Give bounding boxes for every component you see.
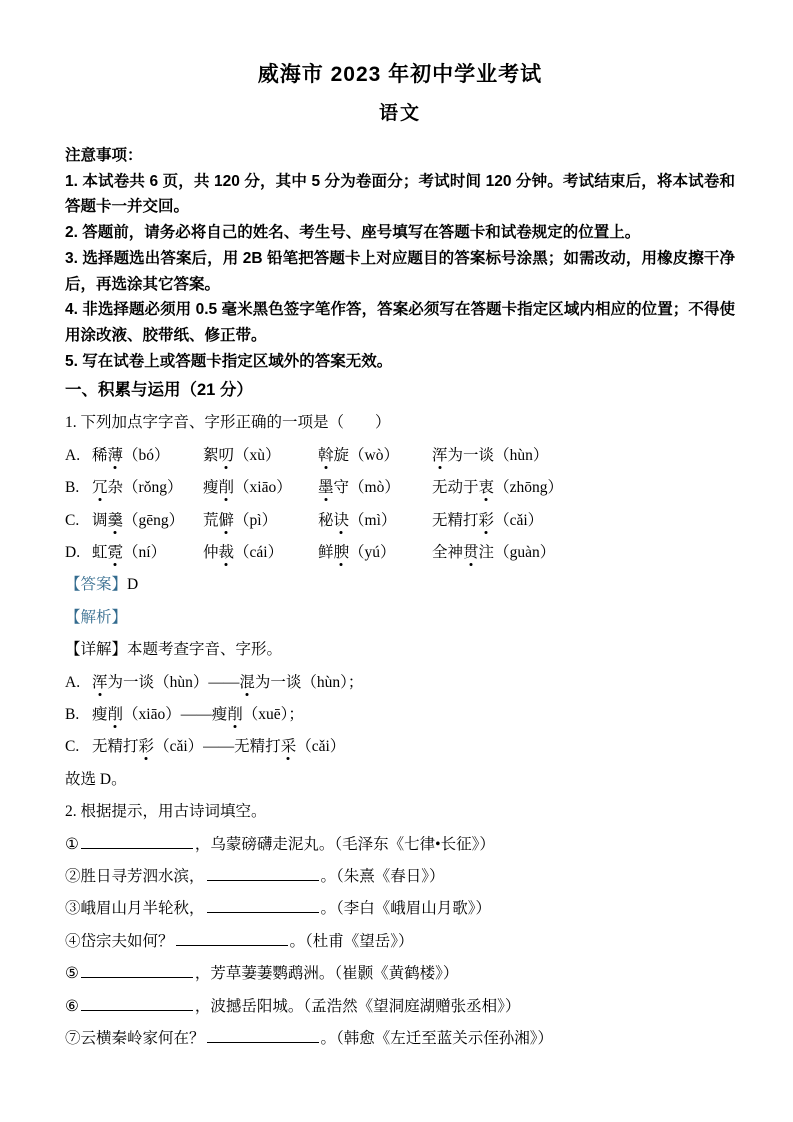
char: 精 <box>447 511 464 529</box>
dash-separator: —— <box>208 673 240 691</box>
dotted-char: 削 <box>107 705 124 723</box>
item-number: ③ <box>65 900 81 918</box>
answer-line <box>65 569 735 601</box>
pinyin-label: （wò） <box>349 446 399 464</box>
pinyin-label: （ní） <box>123 543 167 561</box>
dotted-char: 诀 <box>333 511 350 529</box>
char: 打 <box>123 738 139 756</box>
dash-separator: —— <box>180 705 212 723</box>
pinyin-label: （xiāo） <box>123 705 181 723</box>
pinyin-label: （xiāo） <box>234 479 292 497</box>
verse-text: 。 <box>320 868 337 886</box>
detail-intro: 本题考查字音、字形。 <box>127 641 283 659</box>
verse-text: ，波撼岳阳城。 <box>194 997 304 1015</box>
item-number: ② <box>65 868 81 886</box>
option-item <box>432 440 548 472</box>
char: 秘 <box>318 511 334 529</box>
dotted-char: 贯 <box>463 543 479 561</box>
char: 于 <box>463 479 479 497</box>
char: 为 <box>254 673 271 691</box>
option-item <box>432 505 543 537</box>
analysis-tag: 【解析】 <box>65 608 128 626</box>
dotted-word <box>92 447 170 464</box>
dotted-char: 衷 <box>478 479 495 497</box>
option-item <box>92 505 203 537</box>
notice-section <box>65 143 735 374</box>
char: 精 <box>107 738 124 756</box>
option-item <box>92 537 203 569</box>
char: 为 <box>447 446 464 464</box>
verse-text: 岱宗夫如何？ <box>80 932 174 950</box>
char: 瘦 <box>203 479 219 497</box>
option-row <box>65 472 735 504</box>
char: 注 <box>478 543 495 561</box>
page-subtitle: 语文 <box>378 103 421 124</box>
dotted-char: 采 <box>280 738 297 756</box>
dotted-word <box>318 544 396 561</box>
char: 精 <box>249 738 266 756</box>
pinyin-label: （rǒng） <box>123 479 183 497</box>
pinyin-label: （bó） <box>123 446 170 464</box>
pinyin-label: （xù） <box>234 446 281 464</box>
option-item <box>318 472 432 504</box>
dotted-char: 僻 <box>218 511 235 529</box>
detail-lines <box>65 667 735 764</box>
char: 虹 <box>92 543 108 561</box>
verse-text: ，乌蒙磅礴走泥丸。 <box>194 835 335 853</box>
blank-line <box>65 829 735 861</box>
blank-line <box>65 893 735 925</box>
dotted-char: 斡 <box>318 446 334 464</box>
detail-line-label: C. <box>65 738 80 756</box>
pinyin-label: （guàn） <box>494 543 556 561</box>
dotted-word <box>203 544 283 561</box>
pinyin-label: （hùn） <box>301 673 348 691</box>
dotted-char: 浑 <box>92 673 108 691</box>
verse-text: 。 <box>320 900 337 918</box>
source-reference: （崔颢《黄鹤楼》） <box>334 965 459 983</box>
blank-line <box>65 926 735 958</box>
char: 一 <box>463 446 479 464</box>
answer-blank <box>207 865 319 881</box>
char: 瘦 <box>211 705 228 723</box>
notice-items <box>65 169 735 375</box>
pinyin-label: （hùn） <box>154 673 209 691</box>
char: 絮 <box>203 446 219 464</box>
option-row <box>65 537 735 569</box>
question2-stem: 2. 根据提示，用古诗词填空。 <box>65 803 267 821</box>
notice-item: 3. 选择题选出答案后，用 2B 铅笔把答题卡上对应题目的答案标号涂黑；如需改动，用橡皮擦干净后，再选涂其它答案。 <box>65 249 735 293</box>
question2-blanks <box>65 829 735 1056</box>
dotted-word <box>92 544 166 561</box>
char: 调 <box>92 511 108 529</box>
pinyin-label: （mò） <box>349 479 400 497</box>
dotted-char: 削 <box>227 705 243 723</box>
dotted-word <box>212 706 289 723</box>
dotted-word <box>318 512 396 529</box>
answer-tag: 【答案】 <box>65 576 128 594</box>
pinyin-label: （gēng） <box>123 511 185 529</box>
pinyin-label: （cǎi） <box>154 738 204 756</box>
detail-line-label: B. <box>65 705 80 723</box>
detail-line <box>65 731 735 763</box>
verse-text: ，芳草萋萋鹦鹉洲。 <box>194 965 335 983</box>
answer-blank <box>207 1027 319 1043</box>
dotted-char: 墨 <box>318 479 334 497</box>
dotted-char: 彩 <box>478 511 495 529</box>
verse-text: 云横秦岭家何在？ <box>80 1030 205 1048</box>
item-number: ① <box>65 835 79 853</box>
source-reference: （朱熹《春日》） <box>336 868 445 886</box>
char: 鲜 <box>318 543 334 561</box>
item-number: ④ <box>65 932 81 950</box>
answer-blank <box>207 897 319 913</box>
pinyin-label: （hùn） <box>494 446 549 464</box>
notice-item: 5. 写在试卷上或答题卡指定区域外的答案无效。 <box>65 352 393 370</box>
char: 无 <box>234 738 250 756</box>
option-item <box>92 472 203 504</box>
answer-blank <box>81 995 193 1011</box>
line-tail: ； <box>288 705 304 723</box>
answer-blank <box>81 962 193 978</box>
option-row <box>65 440 735 472</box>
char: 动 <box>447 479 464 497</box>
detail-intro-line <box>65 634 735 666</box>
pinyin-label: （cǎi） <box>494 511 544 529</box>
char: 稀 <box>92 446 108 464</box>
pinyin-label: （pì） <box>234 511 278 529</box>
option-label: C. <box>65 511 80 529</box>
dotted-char: 彩 <box>138 738 155 756</box>
char: 打 <box>463 511 479 529</box>
option-item <box>92 440 203 472</box>
option-item <box>203 505 318 537</box>
question1-options <box>65 440 735 570</box>
option-row <box>65 505 735 537</box>
source-reference: （李白《峨眉山月歌》） <box>336 900 492 918</box>
blank-line <box>65 958 735 990</box>
dotted-word <box>203 512 277 529</box>
detail-tag: 【详解】 <box>65 641 128 659</box>
char: 谈 <box>478 446 495 464</box>
dotted-word <box>203 479 292 496</box>
char: 仲 <box>203 543 219 561</box>
answer-blank <box>81 833 193 849</box>
source-reference: （孟浩然《望洞庭湖赠张丞相》） <box>303 997 521 1015</box>
notice-item: 1. 本试卷共 6 页，共 120 分，其中 5 分为卷面分；考试时间 120 分钟。考试结束后，将本试卷和答题卡一并交回。 <box>65 172 735 216</box>
page-title: 威海市 2023 年初中学业考试 <box>257 63 543 86</box>
answer-blank <box>176 930 288 946</box>
option-label: B. <box>65 479 80 497</box>
option-item <box>432 472 563 504</box>
line-tail: ； <box>347 673 364 691</box>
pinyin-label: （yú） <box>349 543 396 561</box>
option-item <box>203 472 318 504</box>
dotted-word <box>92 706 181 723</box>
dotted-word <box>432 544 555 561</box>
pinyin-label: （xuē） <box>242 705 289 723</box>
item-number: ⑤ <box>65 965 79 983</box>
analysis-line <box>65 602 735 634</box>
option-item <box>318 440 432 472</box>
dotted-word <box>432 447 548 464</box>
option-item <box>203 440 318 472</box>
char: 谈 <box>138 673 155 691</box>
char: 无 <box>432 479 448 497</box>
pinyin-label: （cái） <box>234 543 284 561</box>
detail-line <box>65 699 735 731</box>
blank-line <box>65 1023 735 1055</box>
detail-line-label: A. <box>65 673 81 691</box>
dotted-char: 叨 <box>218 446 235 464</box>
verse-text: 峨眉山月半轮秋， <box>80 900 205 918</box>
char: 一 <box>270 673 286 691</box>
pinyin-label: （zhōng） <box>494 479 563 497</box>
char: 谈 <box>285 673 302 691</box>
option-label: A. <box>65 446 81 464</box>
pinyin-label: （cǎi） <box>296 738 346 756</box>
dotted-word <box>432 512 543 529</box>
char: 一 <box>123 673 139 691</box>
section-heading: 一、积累与运用（21 分） <box>65 381 253 400</box>
char: 打 <box>265 738 281 756</box>
option-item <box>203 537 318 569</box>
dotted-word <box>239 674 348 691</box>
option-item <box>318 505 432 537</box>
char: 神 <box>447 543 464 561</box>
verse-text: 。 <box>320 1030 337 1048</box>
dotted-word <box>92 738 203 755</box>
blank-line <box>65 861 735 893</box>
dotted-word <box>234 738 345 755</box>
dotted-char: 混 <box>239 673 255 691</box>
dotted-word <box>92 674 208 691</box>
detail-line <box>65 667 735 699</box>
char: 瘦 <box>92 705 108 723</box>
dotted-char: 腴 <box>333 543 350 561</box>
verse-text: 。 <box>289 932 306 950</box>
dotted-char: 羹 <box>107 511 124 529</box>
dotted-char: 削 <box>218 479 235 497</box>
dotted-word <box>92 479 182 496</box>
item-number: ⑥ <box>65 997 79 1015</box>
char: 旋 <box>333 446 350 464</box>
char: 荒 <box>203 511 219 529</box>
option-label: D. <box>65 543 81 561</box>
option-item <box>432 537 555 569</box>
notice-item: 4. 非选择题必须用 0.5 毫米黑色签字笔作答，答案必须写在答题卡指定区域内相应的位置；不得使用涂改液、胶带纸、修正带。 <box>65 301 735 344</box>
dotted-word <box>318 479 400 496</box>
dotted-word <box>92 512 184 529</box>
dotted-char: 霓 <box>107 543 124 561</box>
option-item <box>318 537 432 569</box>
dotted-word <box>318 447 399 464</box>
pinyin-label: （mì） <box>349 511 397 529</box>
blank-line <box>65 991 735 1023</box>
dotted-char: 浑 <box>432 446 448 464</box>
char: 无 <box>92 738 108 756</box>
detail-conclusion: 故选 D。 <box>65 770 127 788</box>
question1-stem: 1. 下列加点字字音、字形正确的一项是（ ） <box>65 414 391 432</box>
char: 杂 <box>107 479 124 497</box>
char: 守 <box>333 479 350 497</box>
dotted-char: 冗 <box>92 479 108 497</box>
char: 为 <box>107 673 124 691</box>
dotted-char: 裁 <box>218 543 235 561</box>
dotted-word <box>203 447 281 464</box>
char: 全 <box>432 543 448 561</box>
notice-heading: 注意事项： <box>65 147 143 164</box>
source-reference: （杜甫《望岳》） <box>305 932 414 950</box>
source-reference: （韩愈《左迁至蓝关示侄孙湘》） <box>336 1030 554 1048</box>
char: 无 <box>432 511 448 529</box>
source-reference: （毛泽东《七律•长征》） <box>334 835 495 853</box>
item-number: ⑦ <box>65 1030 81 1048</box>
notice-item: 2. 答题前，请务必将自己的姓名、考生号、座号填写在答题卡和试卷规定的位置上。 <box>65 224 641 242</box>
dotted-word <box>432 479 563 496</box>
verse-text: 胜日寻芳泗水滨， <box>80 868 205 886</box>
answer-value: D <box>127 576 139 594</box>
dotted-char: 薄 <box>107 446 124 464</box>
dash-separator: —— <box>203 738 235 756</box>
